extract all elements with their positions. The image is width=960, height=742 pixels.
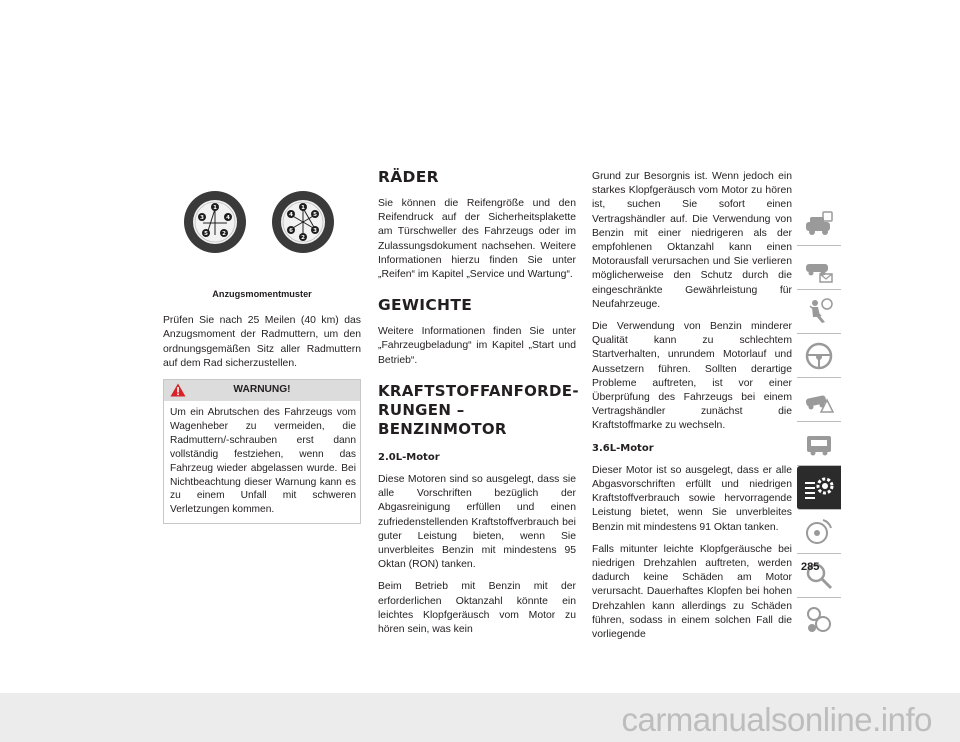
heading-gewichte: GEWICHTE (378, 296, 473, 315)
knock-paragraph: Grund zur Besorgnis ist. Wenn jedoch ein starkes Klopfgeräusch vom Motor zu hören ist, suchen Sie sofort einen Vertragshändler auf. Die Verwendung von Benzin mit einer niedrigeren als der empfohlenen Oktanzahl kann einen Motorausfall verursachen und Sie verlieren möglicherweise den Schutz durch die eingeschränkte Gewährleistung für Neufahrzeuge. (592, 171, 792, 310)
wheel-6-lug-icon (271, 190, 335, 254)
tab-multimedia[interactable] (797, 510, 841, 554)
motor-36-paragraph-2: Falls mitunter leichte Klopfgeräusche bei niedrigen Drehzahlen auftreten, werden dadurch keine Schäden am Motor verursacht. Dauerhaftes Klopfen bei hohen Drehzahlen kann allerdings zu Schäden führen, sodass in einem solchen Fall die vorliegende (592, 543, 792, 641)
chapter-tabs (797, 202, 841, 642)
multimedia-icon (803, 516, 835, 548)
heading-kraftstoff: KRAFTSTOFFANFORDE-RUNGEN – BENZINMOTOR (378, 381, 579, 438)
tab-technical-specs[interactable] (797, 466, 841, 510)
language-index-icon (803, 604, 835, 636)
lug-label: 5 (204, 231, 208, 237)
tab-car-info[interactable] (797, 202, 841, 246)
tab-emergency[interactable] (797, 378, 841, 422)
watermark: carmanualsonline.info (621, 701, 932, 738)
page-number: 285 (801, 561, 820, 573)
technical-specs-icon (803, 472, 835, 504)
warning-box (163, 379, 361, 524)
service-car-icon (803, 428, 835, 460)
motor-36-paragraph: Dieser Motor ist so ausgelegt, dass er alle Abgasvorschriften erfüllt und niedrigen Kraftstoffverbrauch sowie hervorragende Leistung bietet, wenn Sie unverbleites Benzin mit mindestens 91 Oktan tanken. (592, 464, 792, 533)
car-info-icon (803, 208, 835, 240)
lug-label: 1 (301, 205, 305, 211)
tab-dashboard-warning[interactable] (797, 246, 841, 290)
lug-label: 4 (226, 215, 230, 221)
left-column (163, 190, 361, 524)
lug-label: 4 (289, 212, 293, 218)
tab-airbag-safety[interactable] (797, 290, 841, 334)
warning-header (164, 380, 360, 401)
subheading-20-motor: 2.0L-Motor (378, 451, 440, 463)
tab-language-index[interactable] (797, 598, 841, 642)
lug-label: 6 (289, 228, 293, 234)
tab-service[interactable] (797, 422, 841, 466)
airbag-safety-icon (803, 296, 835, 328)
emergency-icon (803, 384, 835, 416)
lug-label: 2 (301, 235, 305, 241)
lug-label: 1 (213, 205, 217, 211)
tab-steering-wheel[interactable] (797, 334, 841, 378)
motor-20-paragraph: Diese Motoren sind so ausgelegt, dass sie alle Vorschriften bezüglich der Abgasreinigung erfüllen und einen zufriedenstellenden Kraftstoffverbrauch bei guter Leistung bieten, wenn Sie unverbleites Benzin mit mindestens 95 Oktan (RON) tanken. (378, 474, 576, 571)
gewichte-paragraph: Weitere Informationen finden Sie unter „Fahrzeugbeladung“ im Kapitel „Start und Betrieb“. (378, 326, 576, 366)
warning-text: Um ein Abrutschen des Fahrzeugs vom Wagenheber zu vermeiden, die Radmuttern/-schrauben erst dann vollständig festziehen, wenn das Fahrzeug wieder abgelassen wurde. Bei Nichtbeachtung dieser Warnung kann es zu einem Unfall mit schweren Verletzungen kommen. (170, 407, 356, 516)
lug-label: 5 (313, 212, 317, 218)
heading-raeder: RÄDER (378, 168, 439, 186)
warning-triangle-icon (170, 383, 186, 397)
raeder-paragraph: Sie können die Reifengröße und den Reifendruck auf der Sicherheitsplakette am Türschweller des Fahrzeugs oder im Zulassungsdokument nachsehen. Weitere Informationen hierzu finden Sie unter „Reifen“ im Kapitel „Service und Wartung“. (378, 198, 576, 281)
subheading-36-motor: 3.6L-Motor (592, 442, 654, 454)
warning-title: WARNUNG! (233, 384, 291, 396)
motor-20-paragraph-2: Beim Betrieb mit Benzin mit der erforderlichen Oktanzahl könnte ein leichtes Klopfgeräusch vom Motor zu hören sein, was kein (378, 581, 576, 636)
figure-caption: Anzugsmomentmuster (212, 289, 312, 299)
steering-wheel-icon (803, 340, 835, 372)
wheel-5-lug-icon (183, 190, 247, 254)
torque-pattern-figure (163, 190, 361, 282)
lug-label: 2 (222, 231, 226, 237)
lug-label: 3 (313, 228, 317, 234)
dashboard-warning-icon (803, 252, 835, 284)
lug-label: 3 (200, 215, 204, 221)
right-column (592, 170, 792, 650)
fuel-quality-paragraph: Die Verwendung von Benzin minderer Qualität kann zu schlechtem Startverhalten, unrundem Motorlauf und Aussetzern führen. Sollten derartige Probleme auftreten, ist vor einer Überprüfung des Fahrzeugs bei einem Vertragshändler zunächst die Kraftstoffmarke zu wechseln. (592, 321, 792, 432)
torque-check-paragraph: Prüfen Sie nach 25 Meilen (40 km) das Anzugsmoment der Radmuttern, um den ordnungsgemäßen Sitz aller Radmuttern auf dem Rad sicherzustellen. (163, 315, 361, 369)
middle-column (378, 168, 579, 645)
